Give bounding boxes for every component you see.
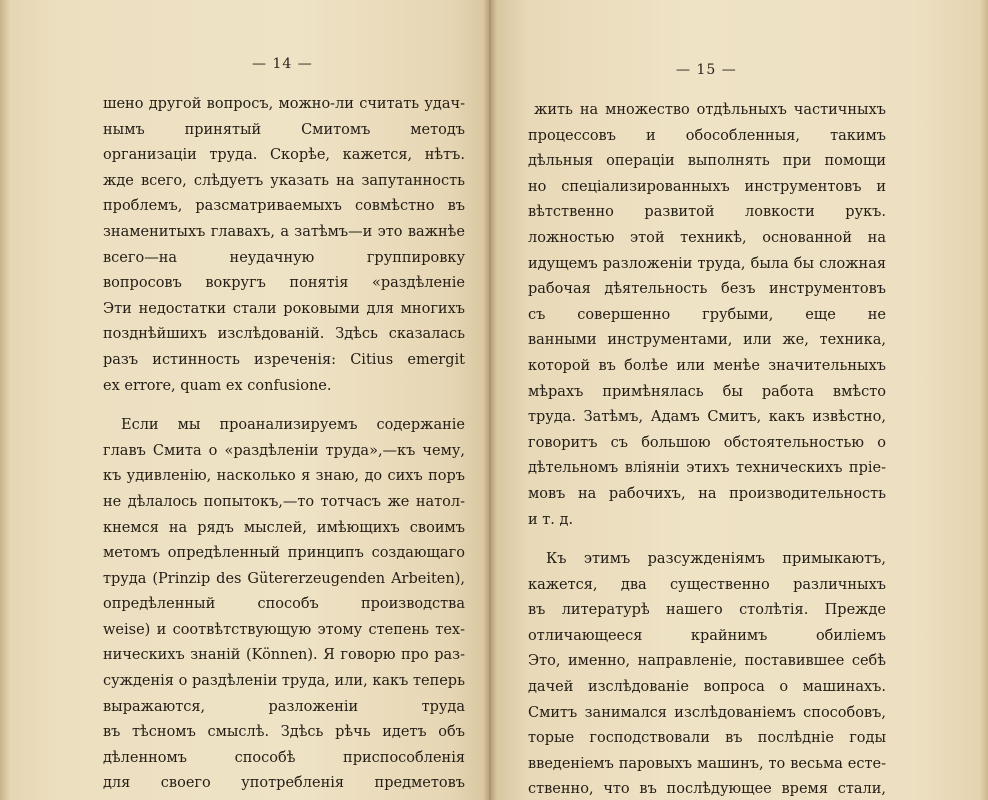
text-line: Эти недостатки стали роковыми для многихъ bbox=[103, 300, 465, 317]
text-line: разъ истинность изреченія: Citius emergit bbox=[103, 351, 465, 368]
text-line: кажется, два существенно различныхъ bbox=[528, 576, 886, 593]
text-line: всего—на неудачную группировку bbox=[103, 249, 465, 266]
text-line: кнемся на рядъ мыслей, имѣющихъ своимъ bbox=[103, 519, 465, 536]
text-line: не дѣлалось попытокъ,—то тотчасъ же натол- bbox=[103, 493, 465, 510]
text-line: вѣтственно развитой ловкости рукъ. bbox=[528, 204, 886, 221]
text-line: ванными инструментами, или же, техника, bbox=[528, 332, 886, 349]
text-line: мовъ на рабочихъ, на производительность bbox=[528, 485, 886, 502]
text-line: дѣленномъ способѣ приспособленія bbox=[103, 749, 465, 766]
text-line: идущемъ разложеніи труда, была бы сложная bbox=[528, 255, 886, 272]
page-number-right: — 15 — bbox=[676, 62, 737, 78]
text-line: дѣльныя операціи выполнять при помощи bbox=[528, 153, 886, 170]
text-line: опредѣленный способъ производства bbox=[103, 596, 465, 613]
paragraph-gap bbox=[103, 399, 465, 413]
text-line: Къ этимъ разсужденіямъ примыкаютъ, bbox=[546, 551, 886, 568]
text-line: труда (Prinzip des Gütererzeugenden Arbeiten), bbox=[103, 570, 465, 587]
text-line: которой въ болѣе или менѣе значительныхъ bbox=[528, 357, 886, 374]
text-line: жде всего, слѣдуетъ указать на запутанность bbox=[103, 172, 465, 189]
text-line: для своего употребленія предметовъ bbox=[103, 775, 465, 792]
text-line: нымъ принятый Смитомъ методъ bbox=[103, 121, 465, 138]
text-line: Смитъ занимался изслѣдованіемъ способовъ, bbox=[528, 704, 886, 721]
text-line: ex errore, quam ex confusione. bbox=[103, 377, 332, 394]
text-line: позднѣйшихъ изслѣдованій. Здѣсь сказалась bbox=[103, 326, 465, 343]
text-line: дачей изслѣдованіе вопроса о машинахъ. bbox=[528, 679, 886, 696]
text-line: къ удивленію, насколько я знаю, до сихъ поръ bbox=[103, 468, 465, 485]
text-line: процессовъ и обособленныя, такимъ bbox=[528, 127, 886, 144]
text-line: знаменитыхъ главахъ, а затѣмъ—и это важнѣе bbox=[103, 223, 465, 240]
text-line: метомъ опредѣленный принципъ создающаго bbox=[103, 545, 465, 562]
text-line: ложностью этой техникѣ, основанной на bbox=[528, 229, 886, 246]
book-gutter bbox=[483, 0, 497, 800]
text-line: жить на множество отдѣльныхъ частичныхъ bbox=[534, 102, 886, 118]
text-line: weise) и соотвѣтствующую этому степень тех- bbox=[103, 621, 465, 638]
text-line: Это, именно, направленіе, поставившее себѣ bbox=[528, 653, 886, 670]
text-line: главъ Смита о «раздѣленіи труда»,—къ чему, bbox=[103, 442, 465, 459]
text-line: съ совершенно грубыми, еще не bbox=[528, 306, 886, 323]
left-page-edge bbox=[0, 0, 10, 800]
text-line: труда. Затѣмъ, Адамъ Смитъ, какъ извѣстно, bbox=[528, 409, 886, 426]
text-line: Если мы проанализируемъ содержаніе bbox=[121, 417, 465, 434]
page-number-left: — 14 — bbox=[252, 56, 313, 72]
text-line: и т. д. bbox=[528, 511, 574, 528]
text-line: торые господствовали въ послѣдніе годы bbox=[528, 730, 886, 747]
text-line: шено другой вопросъ, можно-ли считать удач- bbox=[103, 96, 465, 112]
paragraph-gap bbox=[528, 533, 886, 547]
text-line: вопросовъ вокругъ понятія «раздѣленіе bbox=[103, 275, 465, 292]
text-line: но спеціализированныхъ инструментовъ и bbox=[528, 178, 886, 195]
text-line: говоритъ съ большою обстоятельностью о bbox=[528, 434, 886, 451]
text-line: проблемъ, разсматриваемыхъ совмѣстно въ bbox=[103, 198, 465, 215]
right-page-text bbox=[528, 98, 886, 800]
text-line: въ литературѣ нашего столѣтія. Прежде bbox=[528, 602, 886, 619]
text-line: организаціи труда. Скорѣе, кажется, нѣтъ. bbox=[103, 147, 465, 164]
text-line: ственно, что въ послѣдующее время стали, bbox=[528, 781, 886, 798]
text-line: введеніемъ паровыхъ машинъ, то весьма есте- bbox=[528, 755, 886, 772]
right-page-edge bbox=[980, 0, 988, 800]
left-page-text bbox=[103, 92, 465, 800]
text-line: отличающееся крайнимъ обиліемъ bbox=[528, 627, 886, 644]
left-page bbox=[0, 0, 490, 800]
text-line: въ тѣсномъ смыслѣ. Здѣсь рѣчь идетъ объ bbox=[103, 724, 465, 741]
text-line: дѣтельномъ вліяніи этихъ техническихъ пріе- bbox=[528, 460, 886, 477]
text-line: сужденія о раздѣленіи труда, или, какъ теперь bbox=[103, 673, 465, 690]
text-line: рабочая дѣятельность безъ инструментовъ bbox=[528, 281, 886, 298]
text-line: мѣрахъ примѣнялась бы работа вмѣсто bbox=[528, 383, 886, 400]
text-line: выражаются, разложеніи труда bbox=[103, 698, 465, 715]
text-line: ническихъ знаній (Können). Я говорю про раз- bbox=[103, 647, 465, 664]
